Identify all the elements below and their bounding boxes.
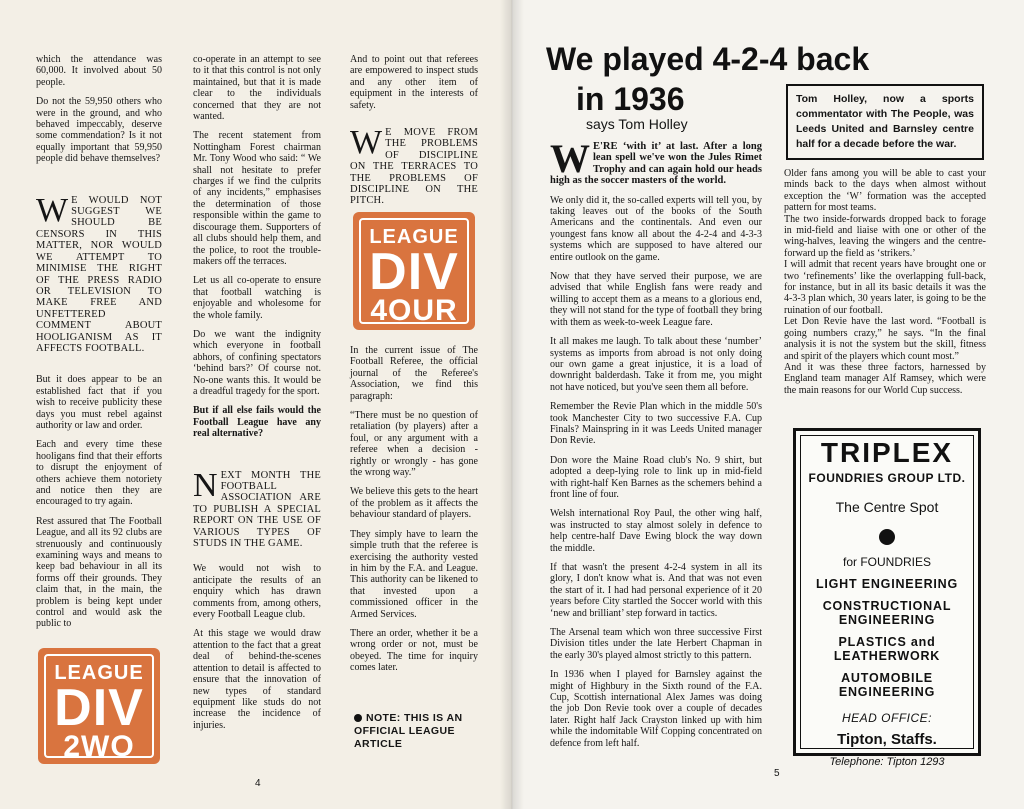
note-text: NOTE: THIS IS AN OFFICIAL LEAGUE ARTICLE bbox=[354, 712, 463, 750]
page-number: 4 bbox=[255, 778, 261, 789]
right-page bbox=[512, 0, 1024, 809]
caps-text: EXT MONTH THE FOOTBALL ASSOCIATION ARE TO PUBLISH A SPECIAL REPORT ON THE USE OF VARIOUS TYPES OF STUDS IN THE GAME. bbox=[193, 469, 321, 550]
ad-company: FOUNDRIES GROUP LTD. bbox=[808, 471, 966, 485]
paragraph: Do not the 59,950 others who were in the ground, and who behaved impeccably, deserve some commendation? Is it not equally important that 59,950 people did behave themselves? bbox=[36, 96, 162, 165]
caps-text: E WOULD NOT SUGGEST WE SHOULD BE CENSORS IN THIS MATTER, NOR WOULD WE ATTEMPT TO MINIMISE THE RIGHT OF THE PRESS RADIO OR TELEVISION TO MAKE FREE AND UNFETTERED COMMENT ABOUT HOOLIGANISM AS IT AFFECTS FOOTBALL. bbox=[36, 194, 162, 354]
page-number: 5 bbox=[774, 768, 780, 779]
paragraph: And to point out that referees are empowered to inspect studs and any other item of equipment in the interests of safety. bbox=[350, 54, 478, 111]
paragraph: We only did it, the so-called experts will tell you, by taking leaves out of the books of the South Americans and the continentals. And even our youngest fans know all about the 4-2-4 and 4-3-3 systems which are supposed to have altered our entire outlook on the game. bbox=[550, 194, 762, 263]
paragraph: If that wasn't the present 4-2-4 system in all its glory, I don't know what is. And that was not even the start of it. I had had personal experience of it 20 years before City startled the Soccer world with this ‘new and brilliant’ step forward in tactics. bbox=[550, 562, 762, 619]
paragraph: At this stage we would draw attention to the fact that a great deal of behind-the-scenes attention to detail is affected to ensure that the innovation of new types of standard equipment like studs do not increase the incidence of injuries. bbox=[193, 628, 321, 731]
badge-line: DIV bbox=[54, 679, 144, 737]
caps-text: E MOVE FROM THE PROBLEMS OF DISCIPLINE ON THE TERRACES TO THE PROBLEMS OF DISCIPLINE ON THE PITCH. bbox=[350, 127, 478, 207]
right-column-2 bbox=[784, 168, 986, 396]
left-column-2 bbox=[193, 54, 321, 739]
ad-office-label: HEAD OFFICE: bbox=[841, 711, 932, 725]
paragraph: which the attendance was 60,000. It involved about 50 people. bbox=[36, 54, 162, 88]
ad-service: AUTOMOBILE ENGINEERING bbox=[838, 671, 936, 699]
paragraph: And it was these three factors, harnessed by England team manager Alf Ramsey, which were the main reasons for our World Cup success. bbox=[784, 361, 986, 396]
paragraph: We believe this gets to the heart of the problem as it affects the behaviour standard of players. bbox=[350, 486, 478, 521]
drop-cap: W bbox=[36, 191, 69, 229]
bullet-icon bbox=[354, 714, 362, 722]
paragraph: The recent statement from Nottingham Forest chairman Mr. Tony Wood who said: “ We shall not hesitate to prefer charges if we find the culprits of any incidents,” emphasises the determination of those responsible within the game to discourage them. Supporters of all clubs should help them, and the police, to root the trouble-makers off the terraces. bbox=[193, 130, 321, 267]
paragraph: Remember the Revie Plan which in the middle 50's took Manchester City to two successive F.A. Cup Finals? Mainspring in it was Leeds United manager Don Revie. bbox=[550, 401, 762, 447]
paragraph: But it does appear to be an established fact that if you wish to receive publicity these days you must rebel against authority or law and order. bbox=[36, 374, 162, 431]
paragraph: Rest assured that The Football League, and all its 92 clubs are strenuously and continuously examining ways and means to keep bad behaviour in all its forms off their grounds. They claim that, in the main, the problem is being kept under control and would ask the public to bbox=[36, 515, 162, 630]
ad-service: CONSTRUCTIONAL ENGINEERING bbox=[822, 599, 952, 627]
paragraph: Now that they have served their purpose, we are advised that while English fans were ready and willing to accept them as a means to a glorious end, they will not stand for the type of football they bring with them as week-to-week League fare. bbox=[550, 271, 762, 328]
left-column-3-lower bbox=[350, 345, 478, 682]
league-div-four-badge bbox=[353, 212, 475, 330]
league-div-two-badge bbox=[38, 648, 160, 764]
left-column-1 bbox=[36, 54, 162, 638]
ad-tagline: The Centre Spot bbox=[835, 499, 939, 515]
lead-text: E'RE ‘with it’ at last. After a long lean spell we've won the Jules Rimet Trophy and can again hold our heads high as the soccer masters of the world. bbox=[550, 141, 762, 187]
lead-paragraph bbox=[550, 136, 762, 187]
paragraph: Welsh international Roy Paul, the other wing half, was instructed to stay almost solely in defence to help centre-half Dave Ewing block the way down the middle. bbox=[550, 508, 762, 554]
ad-service: LIGHT ENGINEERING bbox=[815, 577, 959, 591]
left-column-3 bbox=[350, 54, 478, 207]
paragraph: In 1936 when I played for Barnsley against the might of Highbury in the Sixth round of the F.A. Cup, Scottish international Alex James was doing the job Don Revie took over a couple of decades later. Right half Jack Crayston linked up with him while the indomitable Wilf Copping concentrated on defence from left half. bbox=[550, 669, 762, 749]
paragraph: They simply have to learn the simple truth that the referee is exercising the authority vested in him by the F.A. and League. This authority can be likened to that invested upon a commissioned officer in the Armed Services. bbox=[350, 528, 478, 620]
paragraph: Let Don Revie have the last word. “Football is going numbers crazy,” he says. “In the final analysis it is not the system but the skill, fitness and spirit of the players which count most.” bbox=[784, 316, 986, 362]
badge-line: 4OUR bbox=[370, 294, 458, 327]
drop-cap: W bbox=[550, 136, 590, 181]
badge-line: LEAGUE bbox=[54, 662, 144, 684]
paragraph: It all makes me laugh. To talk about these ‘number’ systems as imports from abroad is not only doing our own game a great injustice, it is a load of downright balderdash. Take it from me, you might not have noticed, but you've seen them all before. bbox=[550, 336, 762, 393]
official-note bbox=[354, 712, 482, 751]
paragraph: The Arsenal team which won three successive First Division titles under the late Herbert Chapman in the early 30's played almost strictly to this pattern. bbox=[550, 627, 762, 661]
drop-cap: N bbox=[193, 466, 218, 504]
paragraph: co-operate in an attempt to see to it that this control is not only maintained, but that it is made clear to the individuals concerned that they are not wanted. bbox=[193, 54, 321, 123]
triplex-advertisement bbox=[793, 428, 981, 768]
right-column-1 bbox=[550, 136, 762, 757]
ad-service: PLASTICS and LEATHERWORK bbox=[833, 635, 941, 663]
badge-line: LEAGUE bbox=[369, 226, 459, 248]
paragraph: I will admit that recent years have brought one or two ‘refinements’ like the overlapping full-back, for instance, but in all its basic details it was the 4-3-3 plan which, 30 years later, is going to be the ruination of our football. bbox=[784, 259, 986, 316]
paragraph: “There must be no question of retaliation (by players) after a foul, or any argument with a referee when a decision - rightly or wrongly - has gone the wrong way.” bbox=[350, 410, 478, 479]
paragraph: Older fans among you will be able to cast your minds back to the days when almost without exception the ‘W’ formation was the accepted pattern for most teams. bbox=[784, 168, 986, 214]
ad-telephone: Telephone: Tipton 1293 bbox=[829, 756, 945, 768]
paragraph: Don wore the Maine Road club's No. 9 shirt, but adopted a deep-lying role to link up in mid-field with right-half Ken Barnes as the schemers behind a front line of four. bbox=[550, 454, 762, 500]
headline-line-2: in 1936 bbox=[576, 81, 685, 117]
badge-line: 2WO bbox=[63, 730, 135, 763]
caps-paragraph bbox=[36, 191, 162, 355]
caps-paragraph bbox=[350, 124, 478, 207]
author-bio-box bbox=[786, 84, 984, 160]
paragraph: We would not wish to anticipate the results of an enquiry which has drawn comments from, among others, every Football League club. bbox=[193, 563, 321, 621]
paragraph-bold: But if all else fails would the Football League have any real alternative? bbox=[193, 405, 321, 440]
paragraph: Do we want the indignity which everyone in football abhors, of confining spectators ‘behind bars?’ Of course not. No-one wants this. It would be a dreadful tragedy for the sport. bbox=[193, 328, 321, 397]
drop-cap: W bbox=[350, 124, 383, 162]
paragraph: Each and every time these hooligans find that their efforts to disrupt the enjoyment of others achieve them notoriety and notice then they are encouraged to try again. bbox=[36, 439, 162, 508]
bio-text: Tom Holley, now a sports commentator with The People, was Leeds United and Barnsley centre half for a decade before the war. bbox=[796, 93, 974, 150]
ad-for-label: for FOUNDRIES bbox=[842, 555, 931, 569]
paragraph: There an order, whether it be a wrong order or not, must be obeyed. The time for inquiry comes later. bbox=[350, 627, 478, 674]
headline-line-1: We played 4-2-4 back bbox=[546, 41, 870, 77]
byline: says Tom Holley bbox=[586, 116, 688, 132]
paragraph: Let us all co-operate to ensure that football watching is enjoyable and wholesome for the whole family. bbox=[193, 275, 321, 321]
paragraph: The two inside-forwards dropped back to forage in mid-field and liaise with one or other of the wing-halves, leaving the wingers and the centre-forward up the field as ‘strikers.’ bbox=[784, 213, 986, 259]
ad-brand: TRIPLEX bbox=[820, 437, 954, 468]
caps-paragraph bbox=[193, 466, 321, 550]
paragraph: In the current issue of The Football Referee, the official journal of the Referee's Association, we find this paragraph: bbox=[350, 345, 478, 402]
ad-office: Tipton, Staffs. bbox=[837, 731, 937, 748]
badge-line: DIV bbox=[369, 243, 459, 301]
